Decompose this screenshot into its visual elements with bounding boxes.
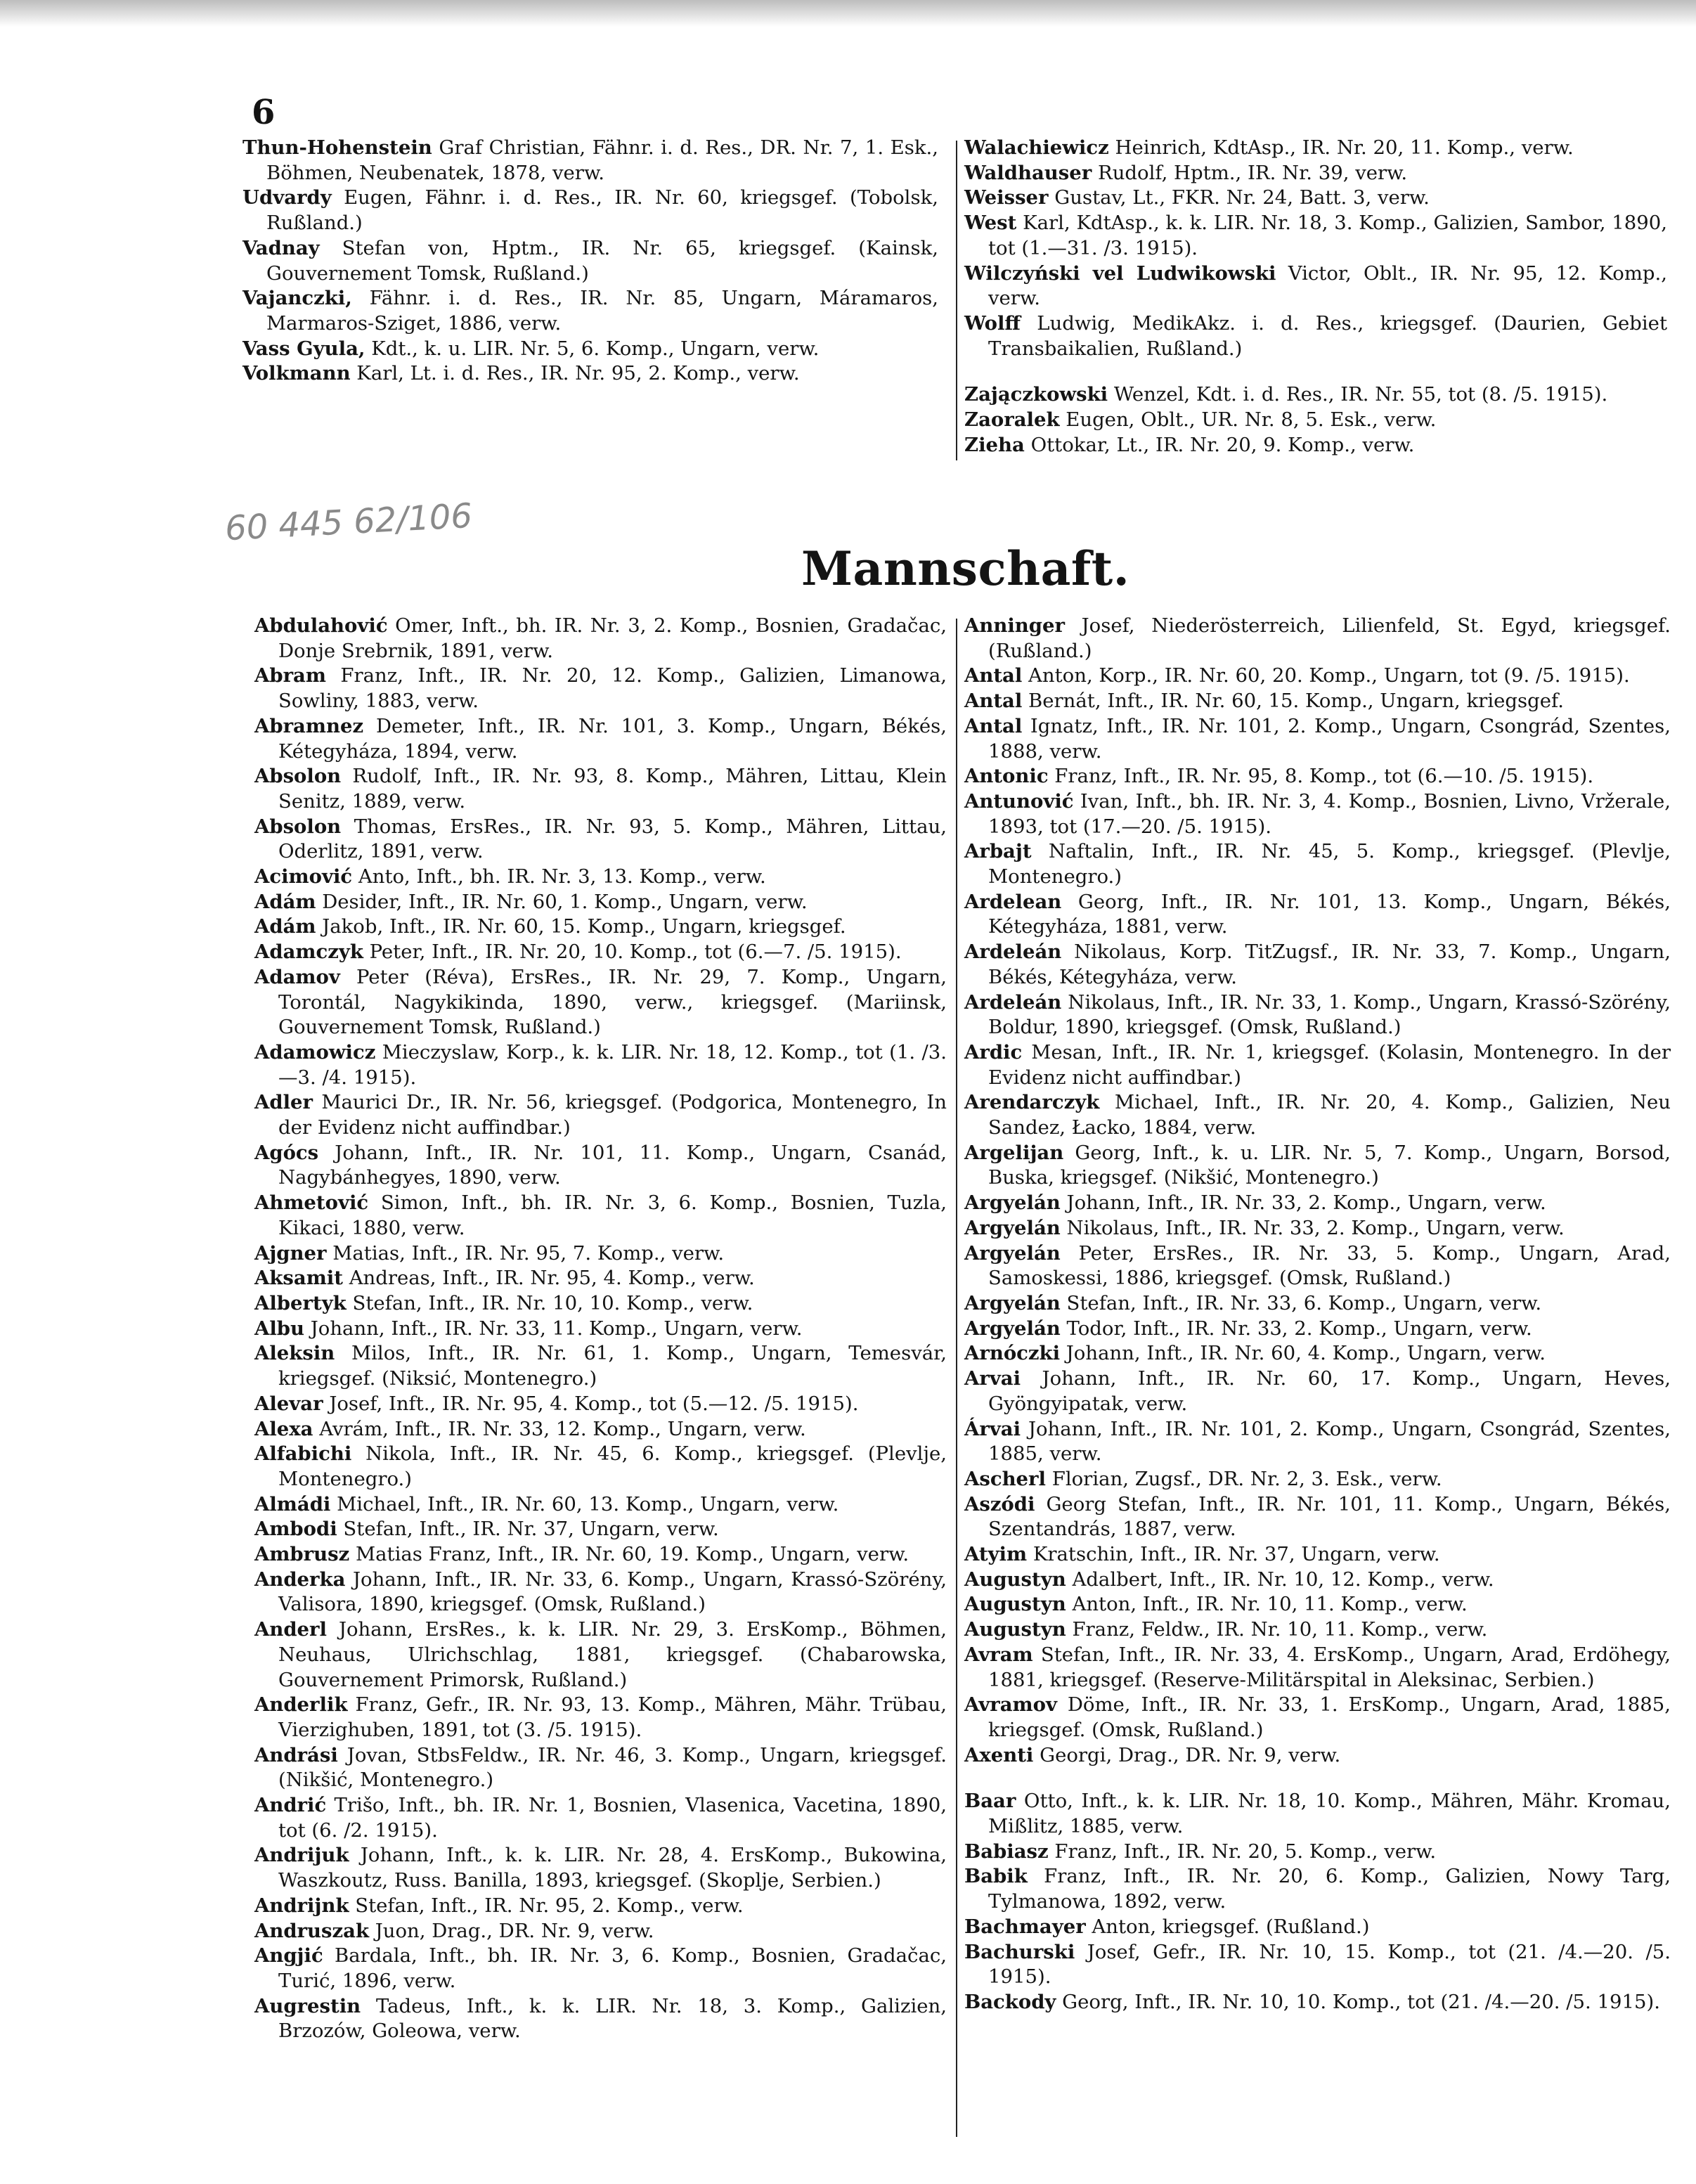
entry-surname: Atyim [964,1543,1028,1566]
entry-surname: Andrijnk [254,1894,349,1917]
list-entry [254,965,947,1040]
list-entry [964,789,1671,839]
entry-surname: Anninger [964,614,1065,637]
list-entry [964,890,1671,940]
entry-surname: Argelijan [964,1141,1064,1164]
entry-details: Nikolaus, Inft., IR. Nr. 33, 2. Komp., Ungarn, verw. [1060,1216,1565,1239]
list-entry [964,261,1667,311]
entry-details: Bernát, Inft., IR. Nr. 60, 15. Komp., Ungarn, kriegsgef. [1022,690,1564,713]
entry-details: Anton, kriegsgef. (Rußland.) [1085,1915,1370,1938]
entry-details: Rudolf, Inft., IR. Nr. 93, 8. Komp., Mähren, Littau, Klein Senitz, 1889, verw. [278,765,947,813]
entry-details: Stefan, Inft., IR. Nr. 10, 10. Komp., verw. [346,1291,753,1314]
entry-details: Georg, Inft., k. u. LIR. Nr. 5, 7. Komp., Ungarn, Borsod, Buska, kriegsgef. (Nikšić, Montenegro.) [988,1141,1671,1189]
entry-surname: Avramov [964,1693,1057,1717]
entry-details: Nikolaus, Inft., IR. Nr. 33, 1. Komp., Ungarn, Krassó-Szörény, Boldur, 1890, kriegsgef. (Omsk, Rußland.) [988,990,1671,1039]
list-entry [254,1417,947,1442]
entry-details: Stefan, Inft., IR. Nr. 95, 2. Komp., verw. [349,1894,744,1917]
list-entry [964,714,1671,764]
entry-details: Anton, Korp., IR. Nr. 60, 20. Komp., Ungarn, tot (9. /5. 1915). [1022,664,1630,687]
entry-surname: Ambodi [254,1518,337,1541]
entry-details: Ludwig, MedikAkz. i. d. Res., kriegsgef. (Daurien, Gebiet Transbaikalien, Rußland.) [988,311,1667,360]
officers-column-left [242,136,938,387]
list-entry [242,236,938,286]
entry-details: Florian, Zugsf., DR. Nr. 2, 3. Esk., verw. [1046,1467,1442,1490]
list-entry [964,1940,1671,1990]
entry-surname: Volkmann [242,362,351,385]
list-entry [964,1789,1671,1839]
entry-surname: Aszódi [964,1492,1035,1516]
entry-details: Johann, Inft., k. k. LIR. Nr. 28, 4. ErsKomp., Bukowina, Waszkoutz, Russ. Banilla, 1893, kriegsgef. (Skoplje, Serbien.) [278,1844,947,1892]
entry-details: Johann, Inft., IR. Nr. 33, 11. Komp., Ungarn, verw. [304,1317,803,1340]
entry-surname: Árvai [964,1417,1021,1440]
entry-details: Johann, ErsRes., k. k. LIR. Nr. 29, 3. ErsKomp., Böhmen, Neuhaus, Ulrichschlag, 1881, kriegsgef. (Chabarowska, Gouvernement Primorsk, Rußland.) [278,1618,947,1691]
entry-details: Johann, Inft., IR. Nr. 60, 17. Komp., Ungarn, Heves, Gyöngyipatak, verw. [988,1367,1671,1415]
list-entry [254,1542,947,1568]
entry-surname: Ardelean [964,890,1062,913]
section-title: Mannschaft. [801,541,1130,596]
entry-surname: Ascherl [964,1467,1046,1490]
list-entry [964,689,1671,714]
entry-details: Trišo, Inft., bh. IR. Nr. 1, Bosnien, Vlasenica, Vacetina, 1890, tot (6. /2. 1915). [278,1794,947,1842]
entry-surname: Udvardy [242,186,332,209]
list-entry [242,337,938,362]
entry-details: Georgi, Drag., DR. Nr. 9, verw. [1033,1743,1341,1766]
list-entry [964,1317,1671,1342]
entry-details: Maurici Dr., IR. Nr. 56, kriegsgef. (Podgorica, Montenegro, In der Evidenz nicht auffindbar.) [278,1091,947,1139]
entry-details: Stefan, Inft., IR. Nr. 33, 4. ErsKomp., Ungarn, Arad, Erdöhegy, 1881, kriegsgef. (Reserve-Militärspital in Aleksinac, Serbien.) [988,1643,1671,1691]
entry-details: Michael, Inft., IR. Nr. 60, 13. Komp., Ungarn, verw. [330,1492,839,1516]
entry-surname: Abramnez [254,714,364,737]
entry-details: Otto, Inft., k. k. LIR. Nr. 18, 10. Komp., Mähren, Mähr. Kromau, Mißlitz, 1885, verw. [988,1790,1671,1838]
entry-details: Matias, Inft., IR. Nr. 95, 7. Komp., verw. [326,1241,725,1265]
list-entry [964,211,1667,261]
entry-details: Ottokar, Lt., IR. Nr. 20, 9. Komp., verw. [1024,433,1415,456]
entry-details: Nikola, Inft., IR. Nr. 45, 6. Komp., kriegsgef. (Plevlje, Montenegro.) [278,1442,947,1490]
entry-surname: Absolon [254,765,342,788]
list-entry [254,890,947,915]
list-entry [254,1919,947,1944]
entry-surname: Antal [964,664,1023,687]
list-entry [964,136,1667,161]
entry-details: Döme, Inft., IR. Nr. 33, 1. ErsKomp., Ungarn, Arad, 1885, kriegsgef. (Omsk, Rußland.) [988,1693,1671,1741]
list-entry [964,1840,1671,1865]
entry-surname: Ahmetović [254,1191,369,1215]
list-entry [964,1542,1671,1568]
list-entry [964,614,1671,664]
entry-surname: Adler [254,1091,313,1114]
list-entry [964,1990,1671,2015]
entry-surname: Arbajt [964,840,1032,863]
list-entry [254,664,947,713]
entry-surname: Argyelán [964,1216,1061,1239]
entry-details: Franz, Inft., IR. Nr. 20, 6. Komp., Galizien, Nowy Targ, Tylmanowa, 1892, verw. [988,1865,1671,1913]
entry-details: Johann, Inft., IR. Nr. 60, 4. Komp., Ungarn, verw. [1060,1342,1546,1365]
entry-surname: Wolff [964,311,1021,335]
entry-surname: Adamczyk [254,941,363,964]
list-entry [964,1141,1671,1191]
entry-details: Josef, Gefr., IR. Nr. 10, 15. Komp., tot (21. /4.—20. /5. 1915). [988,1940,1671,1989]
entry-details: Kratschin, Inft., IR. Nr. 37, Ungarn, verw. [1027,1543,1440,1566]
entry-details: Johann, Inft., IR. Nr. 101, 11. Komp., Ungarn, Csanád, Nagybánhegyes, 1890, verw. [278,1141,947,1189]
entry-details: Mesan, Inft., IR. Nr. 1, kriegsgef. (Kolasin, Montenegro. In der Evidenz nicht auffindbar.) [988,1040,1671,1089]
entry-surname: Bachurski [964,1940,1075,1963]
list-entry [254,1693,947,1743]
entry-details: Wenzel, Kdt. i. d. Res., IR. Nr. 55, tot (8. /5. 1915). [1108,383,1608,406]
list-entry [254,1191,947,1241]
list-entry [964,382,1667,408]
entry-surname: Zaoralek [964,408,1060,432]
list-entry [964,1341,1671,1366]
list-entry [254,1743,947,1793]
entry-surname: Ardic [964,1040,1023,1064]
list-entry [254,1894,947,1919]
list-entry [964,1216,1671,1241]
page-number: 6 [252,93,276,132]
list-entry [964,1291,1671,1317]
list-entry [964,990,1671,1040]
entry-details: Simon, Inft., bh. IR. Nr. 3, 6. Komp., Bosnien, Tuzla, Kikaci, 1880, verw. [278,1191,947,1239]
list-entry [242,136,938,186]
entry-surname: Vadnay [242,236,320,259]
entry-details: Anto, Inft., bh. IR. Nr. 3, 13. Komp., verw. [352,865,766,889]
entry-surname: Augrestin [254,1994,361,2017]
entry-surname: Antal [964,690,1023,713]
entry-details: Peter, ErsRes., IR. Nr. 33, 5. Komp., Ungarn, Arad, Samoskessi, 1886, kriegsgef. (Omsk, Rußland.) [988,1241,1671,1290]
entry-surname: Albu [254,1317,305,1340]
entry-details: Milos, Inft., IR. Nr. 61, 1. Komp., Ungarn, Temesvár, kriegsgef. (Niksić, Montenegro.) [278,1342,947,1390]
list-entry [964,1241,1671,1291]
entry-surname: Thun-Hohenstein [242,136,432,159]
list-entry [254,1568,947,1617]
entry-details: Fähnr. i. d. Res., IR. Nr. 85, Ungarn, Máramaros, Marmaros-Sziget, 1886, verw. [266,287,938,335]
list-entry [254,1241,947,1267]
entry-surname: Antunović [964,789,1074,813]
entry-details: Rudolf, Hptm., IR. Nr. 39, verw. [1092,161,1408,184]
list-entry [242,186,938,235]
list-entry [964,1090,1671,1140]
entry-surname: Anderlik [254,1693,348,1717]
entry-surname: Ardeleán [964,941,1062,964]
list-entry [964,1743,1671,1769]
entry-details: Anton, Inft., IR. Nr. 10, 11. Komp., verw. [1066,1593,1468,1616]
list-entry [964,1467,1671,1492]
list-entry [254,1317,947,1342]
entry-details: Naftalin, Inft., IR. Nr. 45, 5. Komp., kriegsgef. (Plevlje, Montenegro.) [988,840,1671,889]
list-entry [964,1915,1671,1940]
entry-surname: Argyelán [964,1241,1061,1265]
entry-surname: Andrić [254,1794,327,1817]
entry-details: Stefan, Inft., IR. Nr. 33, 6. Komp., Ungarn, verw. [1060,1291,1542,1314]
entry-details: Ignatz, Inft., IR. Nr. 101, 2. Komp., Ungarn, Csongrád, Szentes, 1888, verw. [988,714,1671,763]
list-entry [964,1617,1671,1643]
entry-surname: Ajgner [254,1241,327,1265]
entry-surname: Agócs [254,1141,319,1164]
entry-surname: Angjić [254,1944,323,1967]
entry-surname: Baar [964,1790,1016,1813]
entry-surname: Absolon [254,815,342,838]
entry-details: Josef, Niederösterreich, Lilienfeld, St. Egyd, kriegsgef. (Rußland.) [988,614,1671,662]
entry-details: Georg, Inft., IR. Nr. 101, 13. Komp., Ungarn, Békés, Kétegyháza, 1881, verw. [988,890,1671,938]
entry-surname: Vass Gyula, [242,337,365,360]
entry-surname: Augustyn [964,1568,1066,1591]
entry-details: Franz, Inft., IR. Nr. 20, 5. Komp., verw. [1048,1840,1437,1863]
list-entry [254,1492,947,1518]
entry-details: Jovan, StbsFeldw., IR. Nr. 46, 3. Komp., Ungarn, kriegsgef. (Nikšić, Montenegro.) [278,1743,947,1792]
entry-details: Bardala, Inft., bh. IR. Nr. 3, 6. Komp., Bosnien, Gradačac, Turić, 1896, verw. [278,1944,947,1992]
entry-surname: Wilczyński vel Ludwikowski [964,261,1276,285]
entry-details: Todor, Inft., IR. Nr. 33, 2. Komp., Ungarn, verw. [1060,1317,1532,1340]
entry-details: Johann, Inft., IR. Nr. 33, 2. Komp., Ungarn, verw. [1060,1191,1546,1215]
entry-details: Stefan, Inft., IR. Nr. 37, Ungarn, verw. [337,1518,719,1541]
list-entry [254,815,947,865]
list-entry [964,1366,1671,1416]
list-entry [254,865,947,890]
entry-surname: Zajączkowski [964,383,1108,406]
entry-surname: Adamov [254,965,340,988]
entry-details: Juon, Drag., DR. Nr. 9, verw. [369,1919,654,1942]
entry-details: Gustav, Lt., FKR. Nr. 24, Batt. 3, verw. [1048,186,1430,209]
list-entry [242,361,938,387]
list-entry [254,1617,947,1693]
entry-details: Omer, Inft., bh. IR. Nr. 3, 2. Komp., Bosnien, Gradačac, Donje Srebrnik, 1891, verw. [278,614,947,662]
entry-details: Avrám, Inft., IR. Nr. 33, 12. Komp., Ungarn, verw. [313,1417,806,1440]
list-entry [964,940,1671,990]
list-entry [254,1517,947,1542]
entry-details: Eugen, Oblt., UR. Nr. 8, 5. Esk., verw. [1059,408,1437,432]
entry-details: Stefan von, Hptm., IR. Nr. 65, kriegsgef. (Kainsk, Gouvernement Tomsk, Rußland.) [266,236,938,285]
list-entry [964,1417,1671,1467]
scan-edge-shadow [0,0,1696,27]
entry-details: Franz, Feldw., IR. Nr. 10, 11. Komp., verw. [1066,1618,1488,1641]
entry-surname: Almádi [254,1492,331,1516]
officers-column-right [964,136,1667,458]
list-entry [964,1864,1671,1914]
entry-surname: Arvai [964,1367,1021,1390]
entry-details: Jakob, Inft., IR. Nr. 60, 15. Komp., Ungarn, kriegsgef. [316,915,846,938]
column-divider-main [956,619,957,2137]
entry-surname: Vajanczki, [242,287,352,310]
entry-surname: Anderka [254,1568,346,1591]
list-entry [242,286,938,336]
entry-details: Peter, Inft., IR. Nr. 20, 10. Komp., tot (6.—7. /5. 1915). [363,941,902,964]
entry-details: Johann, Inft., IR. Nr. 33, 6. Komp., Ungarn, Krassó-Szörény, Valisora, 1890, kriegsgef. (Omsk, Rußland.) [278,1568,947,1616]
entry-surname: Zieha [964,433,1025,456]
list-entry [254,1266,947,1291]
list-entry [964,664,1671,689]
entry-details: Adalbert, Inft., IR. Nr. 10, 12. Komp., verw. [1066,1568,1494,1591]
list-entry [964,1592,1671,1617]
entry-surname: Augustyn [964,1618,1066,1641]
entry-surname: Aksamit [254,1267,343,1290]
entry-surname: Adám [254,915,316,938]
entry-surname: Adamowicz [254,1040,376,1064]
entry-surname: Adám [254,890,316,913]
entry-details: Tadeus, Inft., k. k. LIR. Nr. 18, 3. Komp., Galizien, Brzozów, Goleowa, verw. [278,1994,947,2043]
entry-surname: Argyelán [964,1191,1061,1215]
entry-details: Thomas, ErsRes., IR. Nr. 93, 5. Komp., Mähren, Littau, Oderlitz, 1891, verw. [278,815,947,863]
list-entry [254,1040,947,1090]
entry-surname: Anderl [254,1618,327,1641]
entry-surname: Bachmayer [964,1915,1086,1938]
list-entry [964,1191,1671,1216]
list-entry [964,1693,1671,1743]
entry-surname: Augustyn [964,1593,1066,1616]
list-entry [254,764,947,814]
entry-details: Franz, Inft., IR. Nr. 20, 12. Komp., Galizien, Limanowa, Sowliny, 1883, verw. [278,664,947,713]
list-entry [964,764,1671,789]
entry-details: Georg, Inft., IR. Nr. 10, 10. Komp., tot (21. /4.—20. /5. 1915). [1056,1990,1660,2013]
entry-surname: Babiasz [964,1840,1049,1863]
mannschaft-column-right [964,614,1671,2015]
entry-surname: Axenti [964,1743,1034,1766]
entry-surname: Weisser [964,186,1049,209]
entry-surname: Andrási [254,1743,338,1766]
entry-surname: Antal [964,714,1023,737]
entry-details: Michael, Inft., IR. Nr. 20, 4. Komp., Galizien, Neu Sandez, Łacko, 1884, verw. [988,1091,1671,1139]
list-entry [964,433,1667,458]
entry-surname: Backody [964,1990,1056,2013]
column-divider-top [956,141,957,460]
list-entry [964,1643,1671,1693]
entry-details: Demeter, Inft., IR. Nr. 101, 3. Komp., Ungarn, Békés, Kétegyháza, 1894, verw. [278,714,947,763]
entry-surname: Alexa [254,1417,313,1440]
entry-details: Georg Stefan, Inft., IR. Nr. 101, 11. Komp., Ungarn, Békés, Szentandrás, 1887, verw. [988,1492,1671,1541]
entry-surname: Antonic [964,765,1049,788]
entry-details: Franz, Inft., IR. Nr. 95, 8. Komp., tot (6.—10. /5. 1915). [1048,765,1594,788]
entry-details: Karl, KdtAsp., k. k. LIR. Nr. 18, 3. Komp., Galizien, Sambor, 1890, tot (1.—31. /3. 1915). [988,212,1667,259]
list-entry [964,839,1671,889]
list-entry [254,714,947,764]
entry-surname: Andruszak [254,1919,370,1942]
entry-details: Matias Franz, Inft., IR. Nr. 60, 19. Komp., Ungarn, verw. [349,1543,910,1566]
entry-surname: West [964,212,1017,235]
entry-details: Eugen, Fähnr. i. d. Res., IR. Nr. 60, kriegsgef. (Tobolsk, Rußland.) [266,186,938,235]
list-entry [964,1568,1671,1593]
entry-details: Graf Christian, Fähnr. i. d. Res., DR. Nr. 7, 1. Esk., Böhmen, Neubenatek, 1878, verw. [266,136,938,184]
list-entry [964,1040,1671,1090]
entry-details: Kdt., k. u. LIR. Nr. 5, 6. Komp., Ungarn, verw. [365,337,820,360]
list-entry [254,1291,947,1317]
entry-surname: Ambrusz [254,1543,350,1566]
list-entry [964,408,1667,433]
entry-surname: Albertyk [254,1291,347,1314]
list-entry [964,161,1667,186]
handwritten-note: 60 445 62/106 [224,496,474,549]
list-entry [254,1090,947,1140]
list-entry [964,311,1667,361]
list-entry [254,1442,947,1492]
list-entry [254,1843,947,1893]
entry-details: Nikolaus, Korp. TitZugsf., IR. Nr. 33, 7. Komp., Ungarn, Békés, Kétegyháza, verw. [988,941,1671,988]
entry-details: Josef, Inft., IR. Nr. 95, 4. Komp., tot (5.—12. /5. 1915). [323,1392,859,1415]
entry-details: Peter (Réva), ErsRes., IR. Nr. 29, 7. Komp., Ungarn, Torontál, Nagykikinda, 1890, verw., kriegsgef. (Mariinsk, Gouvernement Tomsk, Rußland.) [278,965,947,1039]
list-entry [964,1492,1671,1542]
entry-surname: Waldhauser [964,161,1092,184]
entry-surname: Avram [964,1643,1033,1666]
entry-surname: Acimović [254,865,353,889]
mannschaft-column-left [254,614,947,2044]
entry-surname: Walachiewicz [964,136,1109,159]
list-entry [254,1141,947,1191]
entry-details: Andreas, Inft., IR. Nr. 95, 4. Komp., verw. [342,1267,755,1290]
entry-surname: Argyelán [964,1291,1061,1314]
entry-details: Franz, Gefr., IR. Nr. 93, 13. Komp., Mähren, Mähr. Trübau, Vierzighuben, 1891, tot (3. /5. 1915). [278,1693,947,1741]
list-entry [964,186,1667,211]
list-entry [254,940,947,965]
entry-surname: Andrijuk [254,1844,349,1867]
list-entry [254,1341,947,1391]
entry-surname: Alfabichi [254,1442,352,1466]
entry-details: Victor, Oblt., IR. Nr. 95, 12. Komp., verw. [988,261,1667,310]
entry-surname: Abram [254,664,326,687]
list-entry [254,1392,947,1417]
entry-surname: Arendarczyk [964,1091,1100,1114]
entry-details: Karl, Lt. i. d. Res., IR. Nr. 95, 2. Komp., verw. [350,362,800,385]
list-entry [254,614,947,664]
list-entry [254,915,947,940]
entry-details: Ivan, Inft., bh. IR. Nr. 3, 4. Komp., Bosnien, Livno, Vržerale, 1893, tot (17.—20. /5. 1915). [988,789,1671,838]
list-entry [254,1994,947,2044]
entry-details: Johann, Inft., IR. Nr. 101, 2. Komp., Ungarn, Csongrád, Szentes, 1885, verw. [988,1417,1671,1466]
entry-details: Heinrich, KdtAsp., IR. Nr. 20, 11. Komp., verw. [1108,136,1574,159]
list-entry [254,1944,947,1994]
entry-surname: Ardeleán [964,990,1062,1014]
entry-surname: Babik [964,1865,1028,1888]
entry-surname: Alevar [254,1392,323,1415]
entry-details: Mieczyslaw, Korp., k. k. LIR. Nr. 18, 12. Komp., tot (1. /3.—3. /4. 1915). [278,1040,947,1089]
entry-surname: Argyelán [964,1317,1061,1340]
entry-details: Desider, Inft., IR. Nr. 60, 1. Komp., Ungarn, verw. [316,890,808,913]
list-entry [254,1793,947,1843]
entry-surname: Arnóczki [964,1342,1061,1365]
entry-surname: Abdulahović [254,614,388,637]
entry-surname: Aleksin [254,1342,335,1365]
